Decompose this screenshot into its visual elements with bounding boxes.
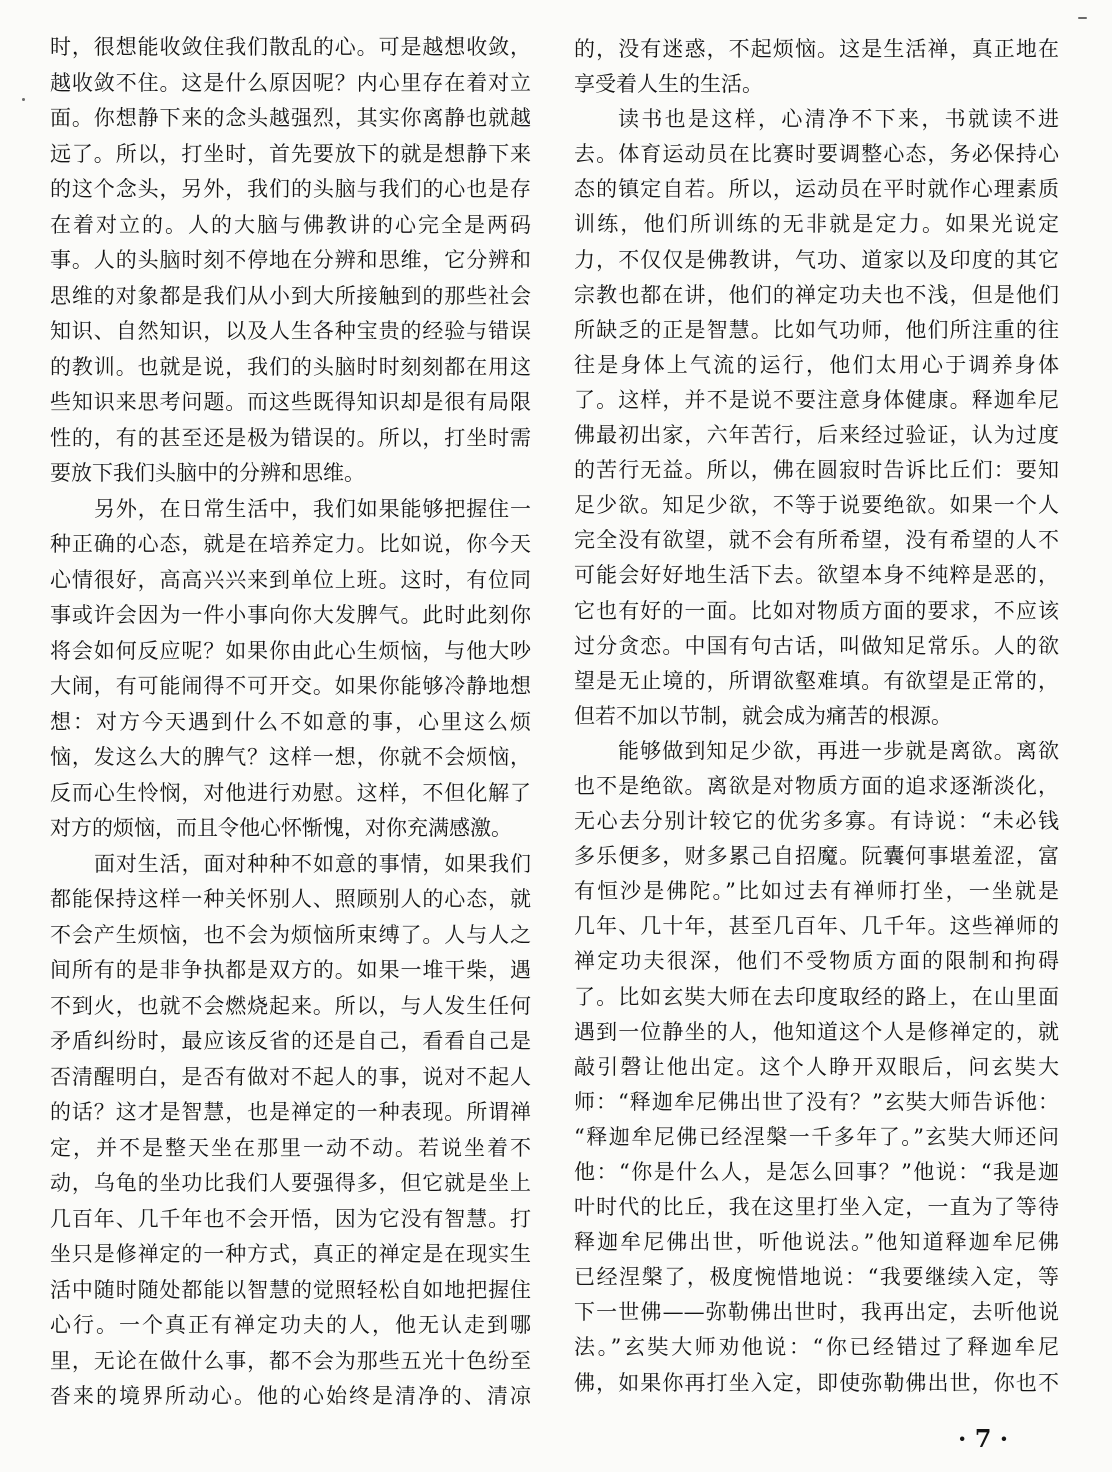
text-line: 读书也是这样，心清净不下来，书就读不进 bbox=[618, 107, 1059, 132]
text-line: 释迦牟尼佛出世，听他说法。”他知道释迦牟尼佛 bbox=[574, 1230, 1059, 1255]
text-line: 思维的对象都是我们从小到大所接触到的那些社会 bbox=[50, 283, 531, 308]
text-line: 心行。一个真正有禅定功夫的人，他无认走到哪 bbox=[50, 1313, 531, 1337]
scan-speck bbox=[1078, 17, 1087, 19]
text-line: “释迦牟尼佛已经涅槃一千多年了。”玄奘大师还问 bbox=[574, 1124, 1059, 1149]
text-line: 已经涅槃了，极度惋惜地说：“我要继续入定，等 bbox=[574, 1265, 1059, 1290]
text-line: 去。体育运动员在比赛时要调整心态，务必保持心 bbox=[574, 142, 1059, 167]
text-line: 大闹，有可能闹得不可开交。如果你能够冷静地想 bbox=[50, 674, 531, 698]
text-line: 所缺乏的正是智慧。比如气功师，他们所注重的往 bbox=[574, 317, 1059, 342]
text-line: 面对生活，面对种种不如意的事情，如果我们 bbox=[94, 851, 531, 876]
text-line: 种正确的心态，就是在培养定力。比如说，你今天 bbox=[50, 532, 531, 556]
text-line: 宗教也都在讲，他们的禅定功夫也不浅，但是他们 bbox=[574, 282, 1059, 307]
text-line: 无心去分别计较它的优劣多寡。有诗说：“未必钱 bbox=[574, 809, 1059, 834]
text-line: 能够做到知足少欲，再进一步就是离欲。离欲 bbox=[618, 738, 1059, 763]
text-line: 不会产生烦恼，也不会为烦恼所束缚了。人与人之 bbox=[50, 922, 531, 947]
text-line: 的苦行无益。所以，佛在圆寂时告诉比丘们：要知 bbox=[574, 458, 1059, 483]
paragraph bbox=[50, 492, 531, 847]
text-line: 佛，如果你再打坐入定，即使弥勒佛出世，你也不 bbox=[574, 1370, 1059, 1395]
text-line: 它也有好的一面。比如对物质方面的要求，不应该 bbox=[574, 598, 1059, 623]
paragraph bbox=[50, 30, 531, 492]
paragraph bbox=[574, 32, 1059, 102]
text-line: 心情很好，高高兴兴来到单位上班。这时，有位同 bbox=[50, 567, 531, 592]
text-line: 间所有的是非争执都是双方的。如果一堆干柴，遇 bbox=[50, 958, 531, 982]
text-line: 过分贪恋。中国有句古话，叫做知足常乐。人的欲 bbox=[574, 633, 1059, 658]
text-line: 遇到一位静坐的人，他知道这个人是修禅定的，就 bbox=[574, 1019, 1059, 1044]
text-line: 定，并不是整天坐在那里一动不动。若说坐着不 bbox=[50, 1135, 531, 1160]
text-line: 越收敛不住。这是什么原因呢？内心里存在着对立 bbox=[50, 70, 531, 95]
text-line: 完全没有欲望，就不会有所希望，没有希望的人不 bbox=[574, 528, 1059, 553]
text-line: 活中随时随处都能以智慧的觉照轻松自如地把握住 bbox=[50, 1277, 531, 1302]
text-line: 但若不加以节制，就会成为痛苦的根源。 bbox=[574, 703, 952, 728]
text-line: 可能会好好地生活下去。欲望本身不纯粹是恶的， bbox=[574, 563, 1059, 588]
text-line: 要放下我们头脑中的分辨和思维。 bbox=[50, 461, 365, 485]
text-line: 法。”玄奘大师劝他说：“你已经错过了释迦牟尼 bbox=[574, 1335, 1059, 1360]
text-line: 享受着人生的生活。 bbox=[574, 72, 763, 97]
text-line: 不到火，也就不会燃烧起来。所以，与人发生任何 bbox=[50, 993, 531, 1018]
text-line: 沓来的境界所动心。他的心始终是清净的、清凉 bbox=[50, 1384, 531, 1408]
text-line: 了。这样，并不是说不要注意身体健康。释迦牟尼 bbox=[574, 387, 1059, 412]
text-line: 动，乌龟的坐功比我们人要强得多，但它就是坐上 bbox=[50, 1171, 531, 1195]
text-line: 的这个念头，另外，我们的头脑与我们的心也是存 bbox=[50, 177, 531, 201]
text-line: 事。人的头脑时刻不停地在分辨和思维，它分辨和 bbox=[50, 248, 531, 272]
right-text-column bbox=[574, 32, 1059, 1401]
text-line: 否清醒明白，是否有做对不起人的事，说对不起人 bbox=[50, 1064, 531, 1089]
text-line: 性的，有的甚至还是极为错误的。所以，打坐时需 bbox=[50, 425, 531, 450]
text-line: 下一世佛——弥勒佛出世时，我再出定，去听他说 bbox=[574, 1300, 1059, 1325]
text-line: 恼，发这么大的脾气？这样一想，你就不会烦恼， bbox=[50, 745, 531, 769]
text-line: 禅定功夫很深，他们不受物质方面的限制和拘碍 bbox=[574, 949, 1059, 974]
text-line: 多乐便多，财多累己自招魔。阮囊何事堪羞涩，富 bbox=[574, 844, 1059, 869]
scan-speck bbox=[22, 98, 25, 101]
text-line: 里，无论在做什么事，都不会为那些五光十色纷至 bbox=[50, 1348, 531, 1373]
text-line: 都能保持这样一种关怀别人、照顾别人的心态，就 bbox=[50, 887, 531, 911]
page-number: · 7 · bbox=[958, 1424, 1009, 1453]
text-line: 佛最初出家，六年苦行，后来经过验证，认为过度 bbox=[574, 423, 1059, 448]
left-text-column bbox=[50, 30, 531, 1415]
text-line: 另外，在日常生活中，我们如果能够把握住一 bbox=[94, 496, 531, 521]
text-line: 在着对立的。人的大脑与佛教讲的心完全是两码 bbox=[50, 212, 531, 237]
text-line: 了。比如玄奘大师在去印度取经的路上，在山里面 bbox=[574, 984, 1059, 1009]
text-line: 时，很想能收敛住我们散乱的心。可是越想收敛， bbox=[50, 35, 531, 59]
text-line: 的教训。也就是说，我们的头脑时时刻刻都在用这 bbox=[50, 354, 531, 379]
text-line: 叶时代的比丘，我在这里打坐入定，一直为了等待 bbox=[574, 1195, 1059, 1220]
text-line: 知识、自然知识，以及人生各种宝贵的经验与错误 bbox=[50, 319, 531, 343]
text-line: 想：对方今天遇到什么不如意的事，心里这么烦 bbox=[50, 709, 531, 734]
text-line: 对方的烦恼，而且令他心怀惭愧，对你充满感激。 bbox=[50, 816, 512, 840]
paragraph bbox=[574, 734, 1059, 1401]
text-line: 的，没有迷惑，不起烦恼。这是生活禅，真正地在 bbox=[574, 37, 1059, 61]
text-line: 些知识来思考问题。而这些既得知识却是很有局限 bbox=[50, 390, 531, 414]
text-line: 将会如何反应呢？如果你由此心生烦恼，与他大吵 bbox=[50, 638, 531, 663]
text-line: 的话？这才是智慧，也是禅定的一种表现。所谓禅 bbox=[50, 1100, 531, 1124]
text-line: 力，不仅仅是佛教讲，气功、道家以及印度的其它 bbox=[574, 247, 1059, 272]
text-line: 反而心生怜悯，对他进行劝慰。这样，不但化解了 bbox=[50, 780, 531, 805]
text-line: 他：“你是什么人，是怎么回事？”他说：“我是迦 bbox=[574, 1160, 1059, 1184]
text-line: 坐只是修禅定的一种方式，真正的禅定是在现实生 bbox=[50, 1242, 531, 1266]
text-line: 有恒沙是佛陀。”比如过去有禅师打坐，一坐就是 bbox=[574, 879, 1059, 904]
text-line: 敲引磬让他出定。这个人睁开双眼后，问玄奘大 bbox=[574, 1054, 1059, 1079]
text-line: 望是无止境的，所谓欲壑难填。有欲望是正常的， bbox=[574, 668, 1059, 693]
text-line: 事或许会因为一件小事向你大发脾气。此时此刻你 bbox=[50, 603, 531, 627]
text-line: 几百年、几千年也不会开悟，因为它没有智慧。打 bbox=[50, 1206, 531, 1231]
text-line: 师：“释迦牟尼佛出世了没有？”玄奘大师告诉他： bbox=[574, 1089, 1059, 1114]
text-line: 足少欲。知足少欲，不等于说要绝欲。如果一个人 bbox=[574, 493, 1059, 518]
paragraph bbox=[574, 102, 1059, 734]
text-line: 远了。所以，打坐时，首先要放下的就是想静下来 bbox=[50, 141, 531, 166]
text-line: 往是身体上气流的运行，他们太用心于调养身体 bbox=[574, 352, 1059, 377]
text-line: 训练，他们所训练的无非就是定力。如果光说定 bbox=[574, 212, 1059, 237]
paragraph bbox=[50, 847, 531, 1415]
text-line: 矛盾纠纷时，最应该反省的还是自己，看看自己是 bbox=[50, 1029, 531, 1053]
text-line: 几年、几十年，甚至几百年、几千年。这些禅师的 bbox=[574, 914, 1059, 939]
text-line: 也不是绝欲。离欲是对物质方面的追求逐渐淡化， bbox=[574, 773, 1059, 798]
text-line: 面。你想静下来的念头越强烈，其实你离静也就越 bbox=[50, 106, 531, 130]
text-line: 态的镇定自若。所以，运动员在平时就作心理素质 bbox=[574, 177, 1059, 202]
